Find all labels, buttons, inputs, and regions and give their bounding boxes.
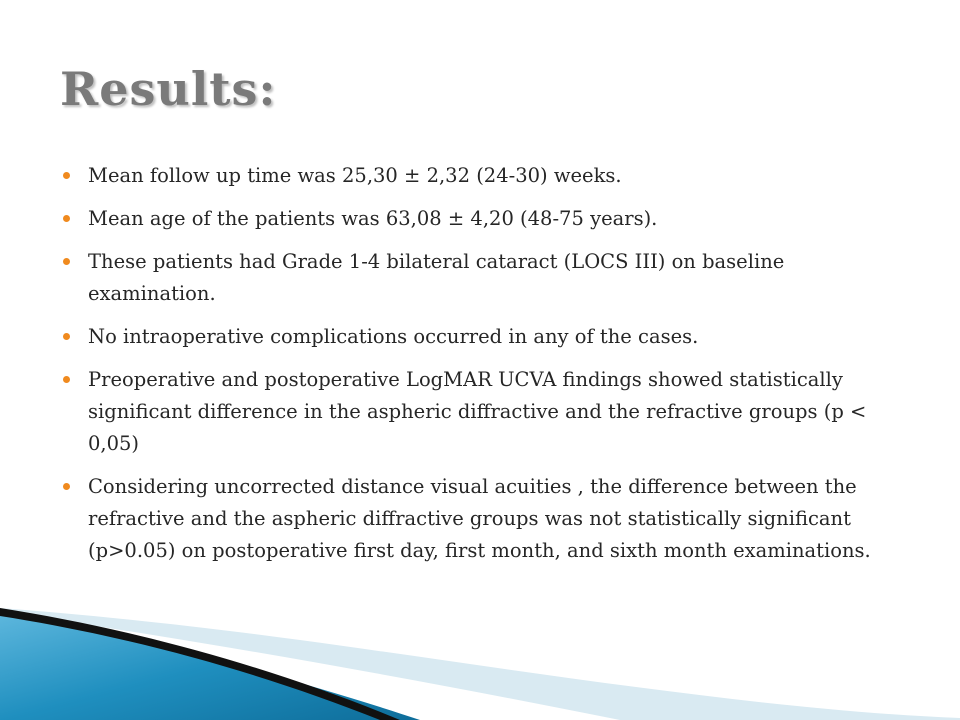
bullet-text: No intraoperative complications occurred in any of the cases. <box>88 325 699 348</box>
bullet-item <box>60 203 910 235</box>
decorative-wave <box>0 600 960 720</box>
bullet-dot-icon <box>63 333 70 340</box>
bullet-text: Considering uncorrected distance visual acuities , the difference between the refractive and the aspheric diffractive groups was not statistically significant (p>0.05) on postoperative first day, first month, and sixth month examinations. <box>88 475 871 562</box>
bullet-item <box>60 160 910 192</box>
bullet-dot-icon <box>63 215 70 222</box>
bullet-dot-icon <box>63 172 70 179</box>
bullet-text: These patients had Grade 1-4 bilateral cataract (LOCS III) on baseline examination. <box>88 250 785 305</box>
slide-title: Results: <box>60 62 277 116</box>
bullet-text: Preoperative and postoperative LogMAR UCVA findings showed statistically significant difference in the aspheric diffractive and the refractive groups (p < 0,05) <box>88 368 867 455</box>
bullet-text: Mean age of the patients was 63,08 ± 4,20 (48-75 years). <box>88 207 658 230</box>
bullet-dot-icon <box>63 483 70 490</box>
bullet-list <box>60 160 910 578</box>
bullet-text: Mean follow up time was 25,30 ± 2,32 (24-30) weeks. <box>88 164 622 187</box>
bullet-dot-icon <box>63 258 70 265</box>
bullet-item <box>60 471 910 567</box>
bullet-item <box>60 321 910 353</box>
bullet-item <box>60 364 910 460</box>
bullet-item <box>60 246 910 310</box>
bullet-dot-icon <box>63 376 70 383</box>
